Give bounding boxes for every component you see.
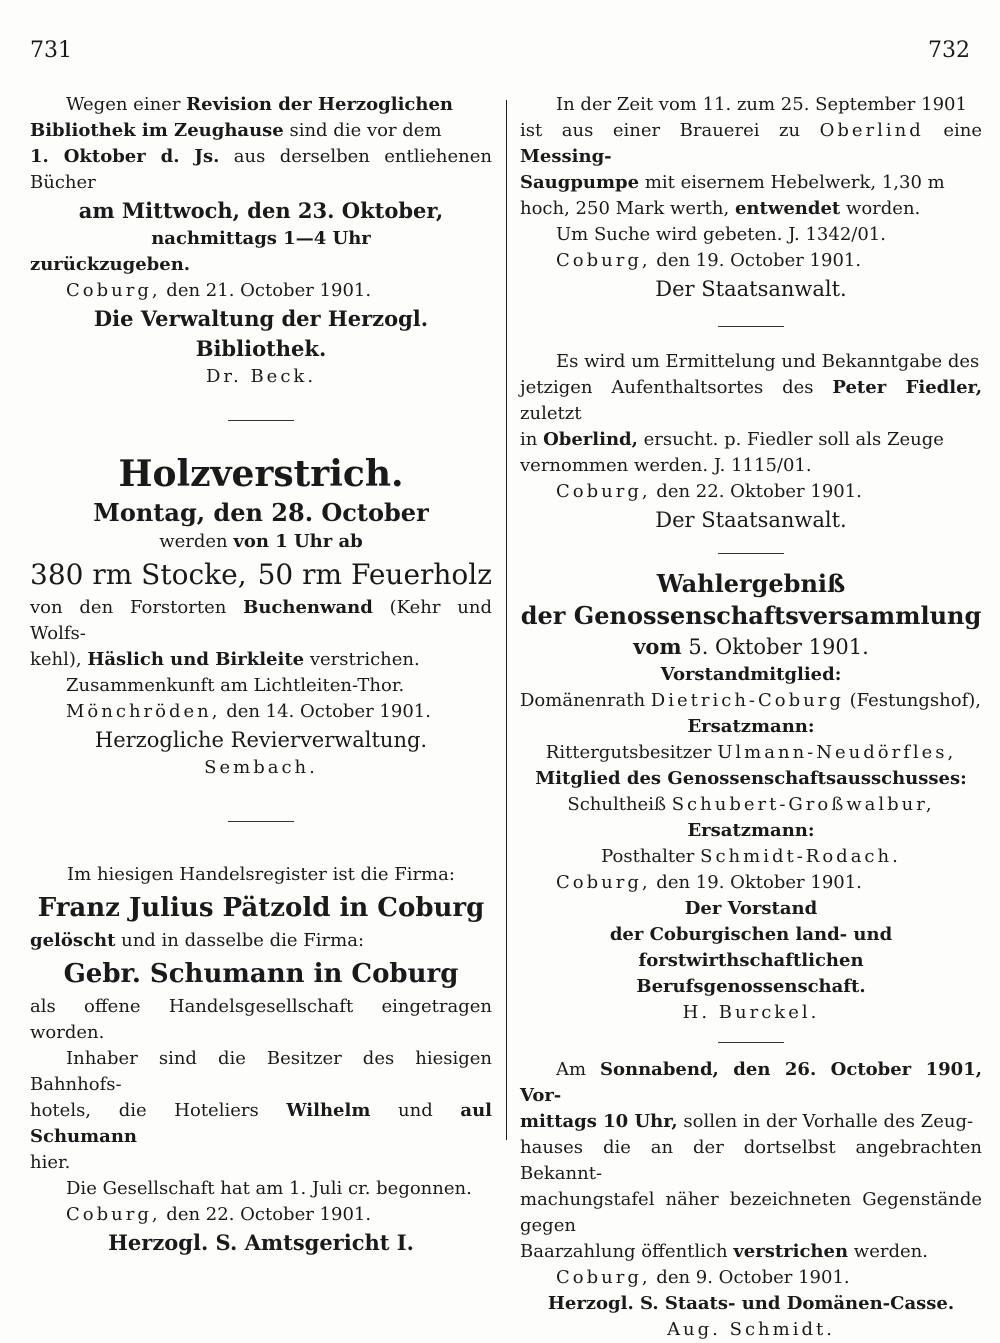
sale-authority: Herzogl. S. Staats- und Domänen-Casse. (547, 1293, 955, 1314)
election-heading-2: Ersatzmann: (687, 716, 815, 737)
witness-line-2: jetzigen Aufenthaltsortes des Peter Fiedler, zuletzt (520, 377, 982, 424)
library-line-3: 1. Oktober d. Js. aus derselben entliehenen Bücher (30, 146, 492, 193)
register-line-5: hotels, die Hoteliers Wilhelm und aul Schumann (30, 1100, 492, 1147)
notice-library (30, 92, 492, 390)
theft-line-1: In der Zeit vom 11. zum 25. September 1901 (556, 94, 967, 115)
left-column (30, 92, 492, 1258)
theft-line-2: ist aus einer Brauerei zu Oberlind eine Messing- (520, 120, 982, 167)
election-value-4: Posthalter Schmidt-Rodach. (601, 846, 901, 867)
notice-theft (520, 92, 982, 304)
register-line-3: als offene Handelsgesellschaft eingetragen worden. (30, 996, 492, 1043)
library-line-1: Wegen einer Revision der Herzoglichen (66, 94, 454, 115)
wood-amounts (30, 555, 492, 595)
wood-place-date: Mönchröden, den 14. October 1901. (66, 701, 431, 722)
election-signature-3: Berufsgenossenschaft. (636, 976, 866, 997)
witness-authority: Der Staatsanwalt. (655, 508, 847, 532)
wood-amount-1: 380 rm Stocke, (30, 558, 247, 591)
separator (228, 420, 294, 421)
register-firm-2: Gebr. Schumann in Coburg (63, 959, 459, 989)
separator (718, 1042, 784, 1043)
theft-line-4: hoch, 250 Mark werth, entwendet worden. (520, 198, 921, 219)
page-number-left: 731 (30, 38, 72, 63)
register-authority: Herzogl. S. Amtsgericht I. (108, 1230, 414, 1255)
register-line-4: Inhaber sind die Besitzer des hiesigen Bahnhofs- (30, 1048, 492, 1095)
wood-amount-2: 50 rm Feuerholz (257, 558, 492, 591)
election-heading-3: Mitglied des Genossenschaftsausschusses: (535, 768, 967, 789)
notice-witness (520, 349, 982, 535)
sale-signer: Aug. Schmidt. (667, 1319, 835, 1340)
register-firm-1: Franz Julius Pätzold in Coburg (37, 893, 485, 923)
page-number-right: 732 (928, 38, 970, 63)
register-line-2: gelöscht und in dasselbe die Firma: (30, 930, 365, 951)
wood-day: Montag, den 28. October (93, 498, 429, 527)
library-line-2: Bibliothek im Zeughause sind die vor dem (30, 120, 442, 141)
wood-authority: Herzogliche Revierverwaltung. (94, 728, 428, 752)
sale-line-5: Baarzahlung öffentlich verstrichen werden. (520, 1241, 928, 1262)
wood-signer: Sembach. (204, 757, 318, 778)
sale-line-3: hauses die an der dortselbst angebrachten Bekannt- (520, 1137, 982, 1184)
witness-line-3: in Oberlind, ersucht. p. Fiedler soll als Zeuge (520, 429, 944, 450)
election-value-3: Schultheiß Schubert-Großwalbur, (567, 794, 935, 815)
separator (718, 553, 784, 554)
election-heading-1: Vorstandmitglied: (660, 664, 842, 685)
wood-line-2: von den Forstorten Buchenwand (Kehr und Wolfs- (30, 597, 492, 644)
witness-place-date: Coburg, den 22. Oktober 1901. (556, 481, 862, 502)
register-line-7: Die Gesellschaft hat am 1. Juli cr. begonnen. (66, 1178, 472, 1199)
separator (718, 326, 784, 327)
notice-election (520, 568, 982, 1026)
election-value-2: Rittergutsbesitzer Ulmann-Neudörfles, (545, 742, 957, 763)
register-line-6: hier. (30, 1152, 71, 1173)
notice-wood-auction (30, 451, 492, 781)
witness-line-1: Es wird um Ermittelung und Bekanntgabe des (556, 351, 980, 372)
library-time-line: nachmittags 1—4 Uhr (151, 228, 371, 249)
sale-line-2: mittags 10 Uhr, sollen in der Vorhalle des Zeug- (520, 1111, 974, 1132)
notice-trade-register (30, 862, 492, 1258)
theft-authority: Der Staatsanwalt. (655, 277, 847, 301)
witness-line-4: vernommen werden. J. 1115/01. (520, 455, 812, 476)
theft-place-date: Coburg, den 19. October 1901. (556, 250, 862, 271)
library-place-date: Coburg, den 21. October 1901. (66, 280, 372, 301)
election-title-2: der Genossenschaftsversammlung (520, 601, 982, 630)
register-place-date: Coburg, den 22. October 1901. (66, 1204, 372, 1225)
election-title-3: vom 5. Oktober 1901. (633, 634, 869, 659)
notice-sale (520, 1057, 982, 1343)
wood-line-4: Zusammenkunft am Lichtleiten-Thor. (66, 675, 405, 696)
election-place-date: Coburg, den 19. Oktober 1901. (556, 872, 862, 893)
election-signature-2: der Coburgischen land- und forstwirthschaftlichen (609, 924, 893, 971)
separator (228, 821, 294, 822)
wood-line-3: kehl), Häslich und Birkleite verstrichen. (30, 649, 420, 670)
sale-line-1: Am Sonnabend, den 26. October 1901, Vor- (520, 1059, 982, 1106)
election-signer: H. Burckel. (682, 1002, 820, 1023)
election-value-1: Domänenrath Dietrich-Coburg (Festungshof), (520, 690, 981, 711)
register-line-1: Im hiesigen Handelsregister ist die Firma: (67, 864, 455, 885)
theft-line-3: Saugpumpe mit eisernem Hebelwerk, 1,30 m (520, 172, 945, 193)
sale-place-date: Coburg, den 9. October 1901. (556, 1267, 850, 1288)
sale-line-4: machungstafel näher bezeichneten Gegenstände gegen (520, 1189, 982, 1236)
library-authority: Die Verwaltung der Herzogl. Bibliothek. (93, 306, 429, 361)
library-line-6: zurückzugeben. (30, 254, 191, 275)
library-signer: Dr. Beck. (205, 366, 317, 387)
wood-line-1: werden von 1 Uhr ab (159, 531, 363, 552)
library-date-line: am Mittwoch, den 23. Oktober, (78, 198, 444, 223)
election-heading-4: Ersatzmann: (687, 820, 815, 841)
election-title-1: Wahlergebniß (656, 569, 846, 598)
theft-line-5: Um Suche wird gebeten. J. 1342/01. (556, 224, 886, 245)
election-signature-1: Der Vorstand (684, 898, 818, 919)
wood-title: Holzverstrich. (118, 453, 404, 495)
column-divider (506, 100, 507, 1140)
right-column (520, 92, 982, 1343)
